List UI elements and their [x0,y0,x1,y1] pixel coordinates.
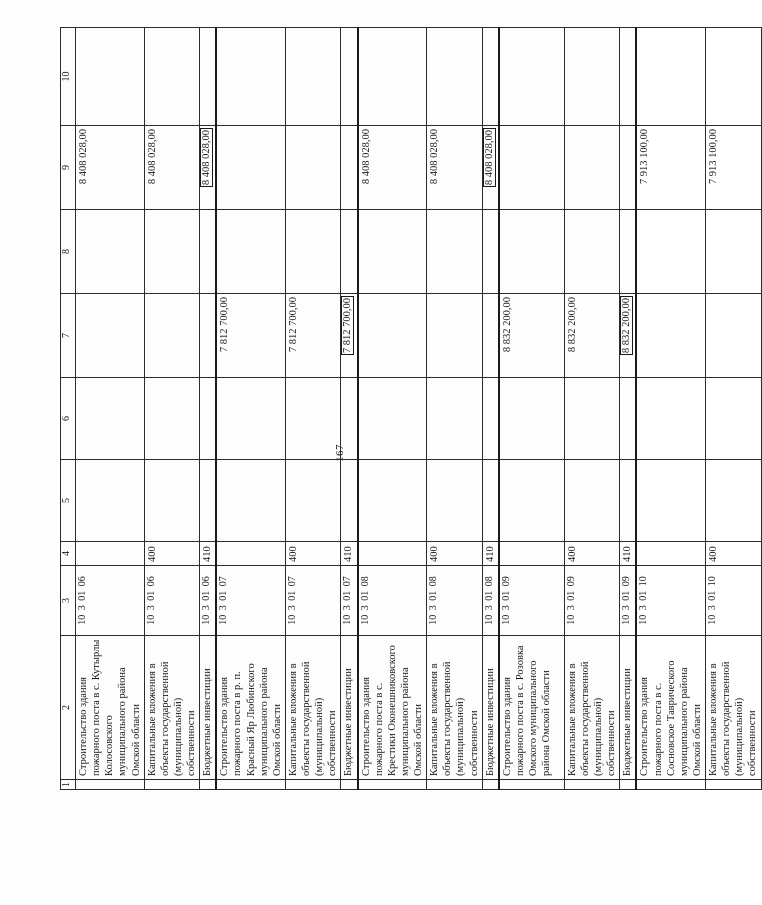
cell-expense-type: 400 [144,542,200,566]
table-body [76,28,762,790]
column-header: 6 [61,378,76,460]
table-header-row [61,28,76,790]
cell-col10 [564,28,620,126]
cell-col9-amount [482,126,499,210]
table-row [427,28,483,790]
cell-description: Строительство здания пожарного поста в с. Крестики Оконешниковского муниципального района Омской области [358,636,427,780]
cell-description: Бюджетные инвестиции [200,636,217,780]
cell-col5 [341,460,358,542]
column-header: 1 [61,780,76,790]
cell-code: 10 3 01 07 [285,566,341,636]
cell-col1 [620,780,637,790]
table-row [564,28,620,790]
cell-code: 10 3 01 10 [706,566,762,636]
cell-col9-amount [341,126,358,210]
cell-col7-amount [706,294,762,378]
cell-expense-type [358,542,427,566]
cell-code: 10 3 01 08 [427,566,483,636]
table-row [636,28,705,790]
cell-code: 10 3 01 08 [482,566,499,636]
cell-col6 [341,378,358,460]
cell-col5 [144,460,200,542]
cell-col7-amount [636,294,705,378]
column-header: 5 [61,460,76,542]
cell-col10 [427,28,483,126]
cell-col1 [499,780,565,790]
cell-col5 [706,460,762,542]
cell-col6 [706,378,762,460]
cell-code: 10 3 01 06 [200,566,217,636]
cell-expense-type: 410 [341,542,358,566]
cell-col6 [620,378,637,460]
cell-description: Капитальные вложения в объекты государственной (муниципальной) собственности [285,636,341,780]
cell-col1 [564,780,620,790]
cell-col1 [706,780,762,790]
cell-col10 [200,28,217,126]
cell-col1 [285,780,341,790]
cell-col7-amount [620,294,637,378]
cell-col6 [76,378,145,460]
cell-col5 [285,460,341,542]
cell-col9-amount [499,126,565,210]
boxed-amount: 8 408 028,00 [201,130,213,186]
cell-expense-type: 400 [427,542,483,566]
cell-expense-type: 400 [285,542,341,566]
cell-col6 [144,378,200,460]
cell-code: 10 3 01 06 [76,566,145,636]
cell-col9-amount [564,126,620,210]
cell-col9-amount: 7 913 100,00 [636,126,705,210]
cell-expense-type: 400 [706,542,762,566]
cell-col7-amount: 7 812 700,00 [216,294,285,378]
cell-col6 [285,378,341,460]
cell-col10 [285,28,341,126]
cell-col9-amount: 8 408 028,00 [76,126,145,210]
cell-col10 [144,28,200,126]
cell-description: Капитальные вложения в объекты государственной (муниципальной) собственности [144,636,200,780]
column-header: 2 [61,636,76,780]
cell-col9-amount: 8 408 028,00 [144,126,200,210]
cell-col10 [620,28,637,126]
cell-col10 [706,28,762,126]
table-row [144,28,200,790]
cell-col8 [358,210,427,294]
cell-description: Строительство здания пожарного поста в с. Сосновское Таврического муниципального района Омской области [636,636,705,780]
cell-col5 [499,460,565,542]
cell-col8 [216,210,285,294]
cell-col5 [620,460,637,542]
cell-col10 [636,28,705,126]
cell-col9-amount [285,126,341,210]
cell-expense-type [76,542,145,566]
cell-code: 10 3 01 09 [620,566,637,636]
table-row [706,28,762,790]
column-header: 8 [61,210,76,294]
cell-description: Капитальные вложения в объекты государственной (муниципальной) собственности [564,636,620,780]
cell-col1 [482,780,499,790]
cell-col8 [499,210,565,294]
table-row [285,28,341,790]
cell-col5 [427,460,483,542]
cell-col6 [427,378,483,460]
table-row [76,28,145,790]
column-header: 9 [61,126,76,210]
cell-col6 [216,378,285,460]
cell-code: 10 3 01 06 [144,566,200,636]
cell-col6 [358,378,427,460]
cell-col7-amount [358,294,427,378]
cell-col1 [636,780,705,790]
cell-col1 [76,780,145,790]
cell-expense-type [499,542,565,566]
table-row [341,28,358,790]
cell-col10 [76,28,145,126]
cell-col5 [482,460,499,542]
cell-code: 10 3 01 09 [499,566,565,636]
cell-col7-amount [144,294,200,378]
cell-col6 [499,378,565,460]
cell-col8 [144,210,200,294]
cell-col9-amount: 7 913 100,00 [706,126,762,210]
cell-col1 [358,780,427,790]
cell-col7-amount [200,294,217,378]
cell-col7-amount [427,294,483,378]
table-row [499,28,565,790]
cell-expense-type: 400 [564,542,620,566]
cell-col5 [564,460,620,542]
cell-expense-type: 410 [482,542,499,566]
cell-col9-amount [216,126,285,210]
cell-col9-amount: 8 408 028,00 [427,126,483,210]
table-row [200,28,217,790]
table-row [358,28,427,790]
boxed-amount: 8 408 028,00 [483,130,495,186]
cell-code: 10 3 01 07 [216,566,285,636]
cell-code: 10 3 01 07 [341,566,358,636]
cell-col6 [200,378,217,460]
cell-col9-amount [620,126,637,210]
cell-col8 [285,210,341,294]
cell-col7-amount: 7 812 700,00 [285,294,341,378]
cell-col8 [200,210,217,294]
cell-col8 [636,210,705,294]
cell-col10 [482,28,499,126]
cell-col5 [200,460,217,542]
budget-table [60,27,762,790]
page-number: 167 [334,444,346,462]
cell-col1 [427,780,483,790]
table-row [482,28,499,790]
cell-col6 [564,378,620,460]
cell-col7-amount: 8 832 200,00 [564,294,620,378]
cell-col7-amount [341,294,358,378]
cell-expense-type [216,542,285,566]
cell-col1 [341,780,358,790]
cell-description: Бюджетные инвестиции [482,636,499,780]
cell-col7-amount [482,294,499,378]
cell-code: 10 3 01 08 [358,566,427,636]
column-header: 7 [61,294,76,378]
cell-description: Строительство здания пожарного поста в с. Розовка Омского муниципального района Омской области [499,636,565,780]
boxed-amount: 8 832 200,00 [621,298,633,354]
table-row [620,28,637,790]
cell-col7-amount: 8 832 200,00 [499,294,565,378]
cell-col9-amount: 8 408 028,00 [358,126,427,210]
column-header: 10 [61,28,76,126]
cell-col5 [636,460,705,542]
cell-description: Строительство здания пожарного поста в с. Кутырлы Колосовского муниципального района Омской области [76,636,145,780]
cell-col10 [216,28,285,126]
cell-col6 [636,378,705,460]
cell-col5 [358,460,427,542]
cell-code: 10 3 01 10 [636,566,705,636]
cell-description: Бюджетные инвестиции [620,636,637,780]
cell-col9-amount [200,126,217,210]
cell-col8 [427,210,483,294]
column-header: 4 [61,542,76,566]
cell-col7-amount [76,294,145,378]
cell-col8 [341,210,358,294]
cell-col1 [216,780,285,790]
column-header: 3 [61,566,76,636]
cell-col8 [620,210,637,294]
cell-col8 [482,210,499,294]
boxed-amount: 7 812 700,00 [342,298,354,354]
cell-expense-type: 410 [620,542,637,566]
cell-col8 [706,210,762,294]
cell-col10 [358,28,427,126]
cell-col5 [216,460,285,542]
cell-col10 [341,28,358,126]
cell-description: Бюджетные инвестиции [341,636,358,780]
cell-description: Капитальные вложения в объекты государственной (муниципальной) собственности [427,636,483,780]
budget-table-wrapper [60,28,759,790]
cell-col1 [200,780,217,790]
cell-description: Строительство здания пожарного поста в р. п. Красный Яр Любинского муниципального района Омской области [216,636,285,780]
cell-col10 [499,28,565,126]
table-row [216,28,285,790]
cell-col6 [482,378,499,460]
cell-description: Капитальные вложения в объекты государственной (муниципальной) собственности [706,636,762,780]
cell-code: 10 3 01 09 [564,566,620,636]
cell-col1 [144,780,200,790]
cell-col8 [564,210,620,294]
cell-expense-type [636,542,705,566]
cell-expense-type: 410 [200,542,217,566]
cell-col8 [76,210,145,294]
cell-col5 [76,460,145,542]
